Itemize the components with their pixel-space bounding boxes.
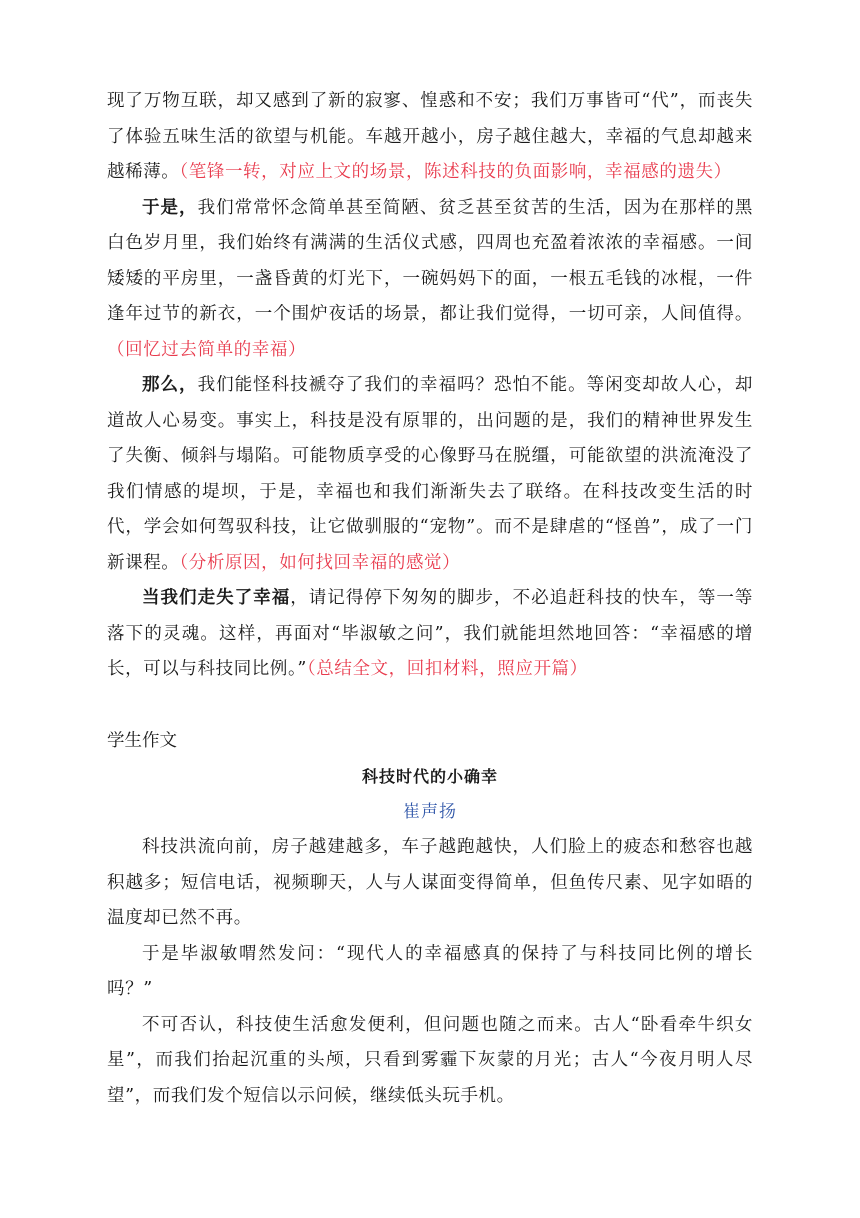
section-spacer [107,688,753,724]
paragraph-text: 现了万物互联，却又感到了新的寂寥、惶惑和不安；我们万事皆可“代”，而丧失了体验五味生活的欲望与机能。车越开越小，房子越住越大，幸福的气息却越来越稀薄。 [107,91,753,182]
annotation-note: （总结全文，回扣材料，照应开篇） [306,659,588,679]
annotation-note: （笔锋一转，对应上文的场景，陈述科技的负面影响，幸福感的遗失） [179,162,732,182]
paragraph-lead: 那么， [142,375,198,395]
paragraph-text: 我们常常怀念简单甚至简陋、贫乏甚至贫苦的生活，因为在那样的黑白色岁月里，我们始终有满满的生活仪式感，四周也充盈着浓浓的幸福感。一间矮矮的平房里，一盏昏黄的灯光下，一碗妈妈下的面，一根五毛钱的冰棍，一件逢年过节的新衣，一个围炉夜话的场景，都让我们觉得，一切可亲，人间值得。 [107,197,753,324]
essay-title: 科技时代的小确幸 [361,767,498,786]
document-page [107,84,753,1114]
paragraph-lead: 于是， [142,197,198,218]
annotation-note: （分析原因，如何找回幸福的感觉） [179,552,461,573]
essay-paragraph-1 [107,84,753,191]
annotation-note: （回忆过去简单的幸福） [107,339,307,360]
essay-paragraph-3 [107,368,753,581]
essay-paragraph-4 [107,581,753,688]
essay-author: 崔声扬 [403,801,457,822]
student-paragraph-3: 不可否认，科技使生活愈发便利，但问题也随之而来。古人“卧看牵牛织女星”，而我们抬起沉重的头颅，只看到雾霾下灰蒙的月光；古人“今夜月明人尽望”，而我们发个短信以示问候，继续低头玩手机。 [107,1014,753,1106]
paragraph-text: 我们能怪科技褫夺了我们的幸福吗？恐怕不能。等闲变却故人心，却道故人心易变。事实上，科技是没有原罪的，出问题的是，我们的精神世界发生了失衡、倾斜与塌陷。可能物质享受的心像野马在脱缰，可能欲望的洪流淹没了我们情感的堤坝，于是，幸福也和我们渐渐失去了联络。在科技改变生活的时代，学会如何驾驭科技，让它做驯服的“宠物”。而不是肆虐的“怪兽”，成了一门新课程。 [107,375,753,573]
student-paragraph-1: 科技洪流向前，房子越建越多，车子越跑越快，人们脸上的疲态和愁容也越积越多；短信电话，视频聊天，人与人谋面变得简单，但鱼传尺素、见字如晤的温度却已然不再。 [107,837,753,928]
essay-paragraph-2 [107,191,753,369]
section-label: 学生作文 [107,730,177,751]
paragraph-lead: 当我们走失了幸福 [142,588,291,608]
paragraph-text: ，请记得停下匆匆的脚步，不必追赶科技的快车，等一等落下的灵魂。这样，再面对“毕淑敏之问”，我们就能坦然地回答：“幸福感的增长，可以与科技同比例。” [107,588,753,679]
student-paragraph-2: 于是毕淑敏喟然发问：“现代人的幸福感真的保持了与科技同比例的增长吗？” [107,943,753,999]
